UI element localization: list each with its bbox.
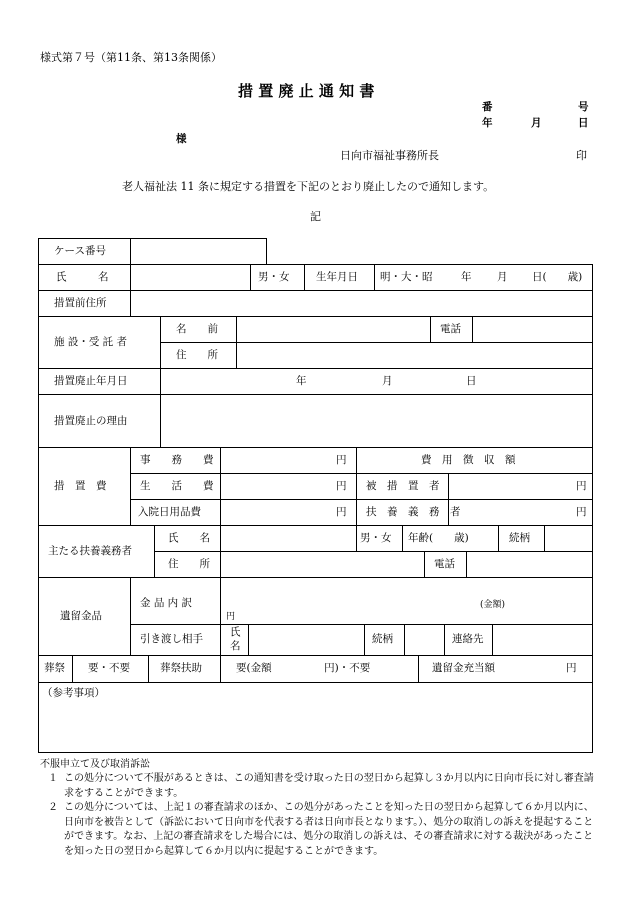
- birth-month: 月: [497, 271, 508, 283]
- living-fee-yen: 円: [336, 480, 347, 492]
- handover-shi: 氏: [230, 626, 241, 638]
- handover-relation-label: 続柄: [372, 633, 393, 645]
- prev-address-label: 措置前住所: [54, 297, 107, 309]
- number-label: 番: [482, 101, 493, 113]
- breakdown-yen: 円: [226, 612, 236, 622]
- funeral-need-choice: 要・不要: [88, 662, 130, 674]
- go-label: 号: [578, 101, 589, 113]
- cost-label: 措 置 費: [54, 480, 107, 492]
- name-label: 氏 名: [56, 271, 109, 283]
- daily-goods-yen: 円: [336, 506, 347, 518]
- reference-notes-label: （参考事項）: [42, 687, 105, 699]
- day-label: 日: [578, 117, 589, 129]
- supporter-yen: 円: [576, 506, 587, 518]
- year-label: 年: [482, 117, 493, 129]
- month-label: 月: [531, 117, 542, 129]
- amount-label: (金額): [480, 600, 506, 610]
- supporter-sex-choice: 男・女: [360, 532, 392, 544]
- facility-phone-label: 電話: [440, 323, 461, 335]
- end-day: 日: [466, 375, 477, 387]
- end-year: 年: [296, 375, 307, 387]
- recipient-honorific: 様: [176, 133, 187, 145]
- form-reference: 様式第７号（第11条、第13条関係）: [40, 51, 222, 64]
- cost-collection-label: 費 用 徴 収 額: [421, 454, 516, 466]
- appeal-notes: [40, 758, 595, 878]
- breakdown-label: 金 品 内 訳: [140, 597, 193, 609]
- handover-label: 引き渡し相手: [140, 633, 203, 645]
- end-month: 月: [382, 375, 393, 387]
- handover-mei: 名: [230, 640, 241, 652]
- supporter-relation-label: 続柄: [509, 532, 530, 544]
- document-title: 措 置 廃 止 通 知 書: [238, 82, 375, 100]
- appeal-notes-heading: 不服申立て及び取消訴訟: [40, 759, 150, 770]
- office-fee-label: 事 務 費: [140, 454, 214, 466]
- birth-year: 年: [461, 271, 472, 283]
- facility-label: 施 設・受 託 者: [54, 336, 128, 348]
- main-supporter-label: 主たる扶養義務者: [48, 545, 132, 557]
- ki-label: 記: [310, 210, 321, 223]
- supporter-label: 扶 養 義 務 者: [366, 506, 461, 518]
- era-choice: 明・大・昭: [380, 271, 433, 283]
- funeral-label: 葬祭: [44, 662, 65, 674]
- note-number: １: [48, 773, 58, 784]
- living-fee-label: 生 活 費: [140, 480, 214, 492]
- note-text: この処分について不服があるときは、この通知書を受け取った日の翌日から起算し３か月以内に日向市長に対し審査請求をすることができます。: [64, 773, 594, 799]
- facility-address-label: 住 所: [176, 349, 218, 361]
- facility-name-label: 名 前: [176, 323, 218, 335]
- allotment-yen: 円: [566, 662, 577, 674]
- funeral-aid-amount: 要(金額 円)・不要: [236, 662, 371, 674]
- supporter-name-label: 氏 名: [168, 532, 210, 544]
- sex-choice: 男・女: [258, 271, 290, 283]
- issuer: 日向市福祉事務所長: [340, 149, 439, 162]
- intro-text: 老人福祉法 11 条に規定する措置を下記のとおり廃止したので通知します。: [122, 180, 495, 193]
- supporter-address-label: 住 所: [168, 558, 210, 570]
- contact-label: 連絡先: [452, 633, 484, 645]
- office-fee-yen: 円: [336, 454, 347, 466]
- left-money-label: 遺留金品: [60, 610, 102, 622]
- note-number: ２: [48, 802, 58, 813]
- funeral-aid-label: 葬祭扶助: [160, 662, 202, 674]
- birth-date-label: 生年月日: [316, 271, 358, 283]
- daily-goods-label: 入院日用品費: [138, 506, 201, 518]
- end-date-label: 措置廃止年月日: [54, 375, 128, 387]
- subject-yen: 円: [576, 480, 587, 492]
- note-text: この処分については、上記１の審査請求のほか、この処分があったことを知った日の翌日から起算して６か月以内に、日向市を被告として（訴訟において日向市を代表する者は日向市長となります。）、処分の取消しの訴えを提起することができます。なお、上記の審査請求をした場合には、処分の取消しの訴えは、その審査請求に対する裁決があったことを知った日の翌日から起算して６か月以内に提起することができます。: [64, 802, 594, 857]
- allotment-label: 遺留金充当額: [432, 662, 495, 674]
- subject-label: 被 措 置 者: [366, 480, 440, 492]
- seal-mark: 印: [576, 149, 587, 162]
- reason-label: 措置廃止の理由: [54, 415, 128, 427]
- supporter-age-label: 年齢( 歳): [408, 532, 469, 544]
- case-number-label: ケース番号: [54, 245, 106, 257]
- birth-day-age: 日( 歳): [532, 271, 583, 283]
- supporter-phone-label: 電話: [434, 558, 455, 570]
